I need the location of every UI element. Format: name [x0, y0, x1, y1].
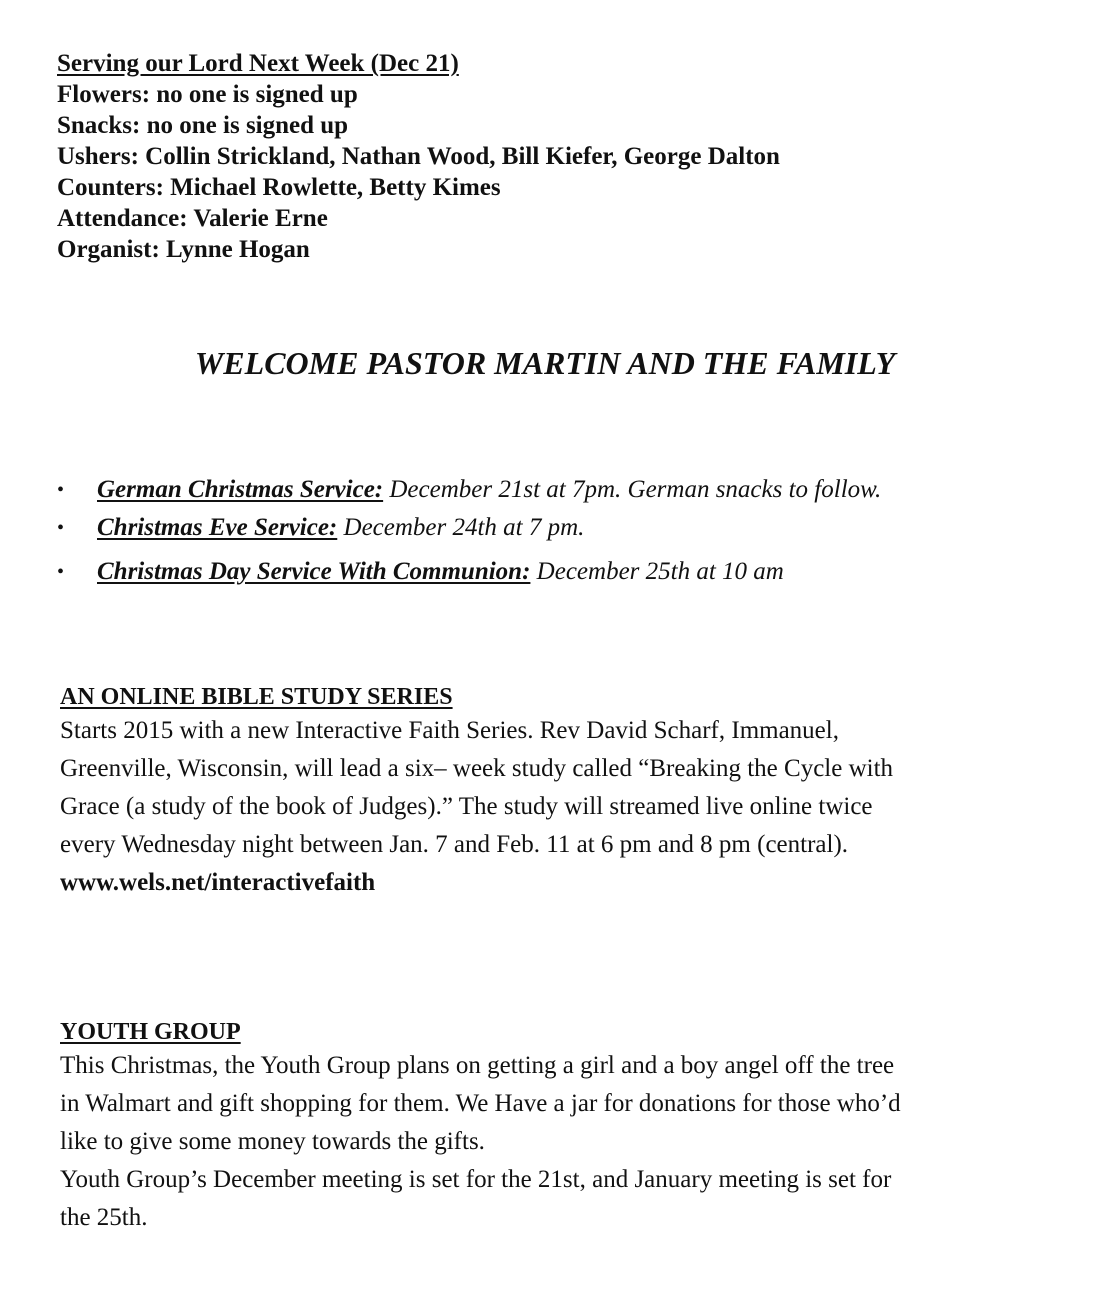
- service-item-christmas-day: [57, 554, 881, 592]
- serving-organist: Organist: Lynne Hogan: [57, 236, 310, 263]
- youth-group-line: the 25th.: [60, 1204, 148, 1231]
- bible-study-line: every Wednesday night between Jan. 7 and Feb. 11 at 6 pm and 8 pm (central).: [60, 831, 849, 858]
- serving-attendance: Attendance: Valerie Erne: [57, 205, 328, 232]
- serving-heading: Serving our Lord Next Week (Dec 21): [57, 50, 459, 77]
- bullet-icon: •: [57, 479, 65, 501]
- service-detail: December 21st at 7pm. German snacks to follow.: [383, 476, 882, 503]
- service-name: Christmas Eve Service:: [97, 514, 338, 541]
- bible-study-heading: AN ONLINE BIBLE STUDY SERIES: [60, 684, 453, 710]
- youth-group-line: in Walmart and gift shopping for them. We Have a jar for donations for those who’d: [60, 1090, 901, 1117]
- bullet-icon: •: [57, 561, 65, 583]
- service-item-christmas-eve: [57, 510, 881, 548]
- youth-group-heading: YOUTH GROUP: [60, 1019, 241, 1045]
- youth-group-line: Youth Group’s December meeting is set for the 21st, and January meeting is set for: [60, 1166, 892, 1193]
- serving-counters: Counters: Michael Rowlette, Betty Kimes: [57, 174, 501, 201]
- bullet-icon: •: [57, 517, 65, 539]
- serving-flowers: Flowers: no one is signed up: [57, 81, 358, 108]
- bible-study-line: Greenville, Wisconsin, will lead a six– week study called “Breaking the Cycle with: [60, 755, 894, 782]
- service-name: Christmas Day Service With Communion:: [97, 558, 531, 585]
- youth-group-line: like to give some money towards the gifts.: [60, 1128, 485, 1155]
- bible-study-line: Starts 2015 with a new Interactive Faith Series. Rev David Scharf, Immanuel,: [60, 717, 839, 744]
- youth-group-line: This Christmas, the Youth Group plans on getting a girl and a boy angel off the tree: [60, 1052, 895, 1079]
- serving-snacks: Snacks: no one is signed up: [57, 112, 349, 139]
- service-item-german: [57, 472, 881, 510]
- services-list: [57, 472, 881, 592]
- service-detail: December 25th at 10 am: [530, 558, 784, 585]
- youth-group-section: [60, 1017, 1060, 1237]
- service-detail: December 24th at 7 pm.: [337, 514, 585, 541]
- welcome-banner: WELCOME PASTOR MARTIN AND THE FAMILY: [194, 345, 896, 381]
- bible-study-line: Grace (a study of the book of Judges).” The study will streamed live online twice: [60, 793, 873, 820]
- service-name: German Christmas Service:: [97, 476, 384, 503]
- serving-ushers: Ushers: Collin Strickland, Nathan Wood, Bill Kiefer, George Dalton: [57, 143, 780, 170]
- serving-section: [57, 48, 780, 265]
- bible-study-section: [60, 682, 1060, 902]
- bible-study-url: www.wels.net/interactivefaith: [60, 869, 376, 896]
